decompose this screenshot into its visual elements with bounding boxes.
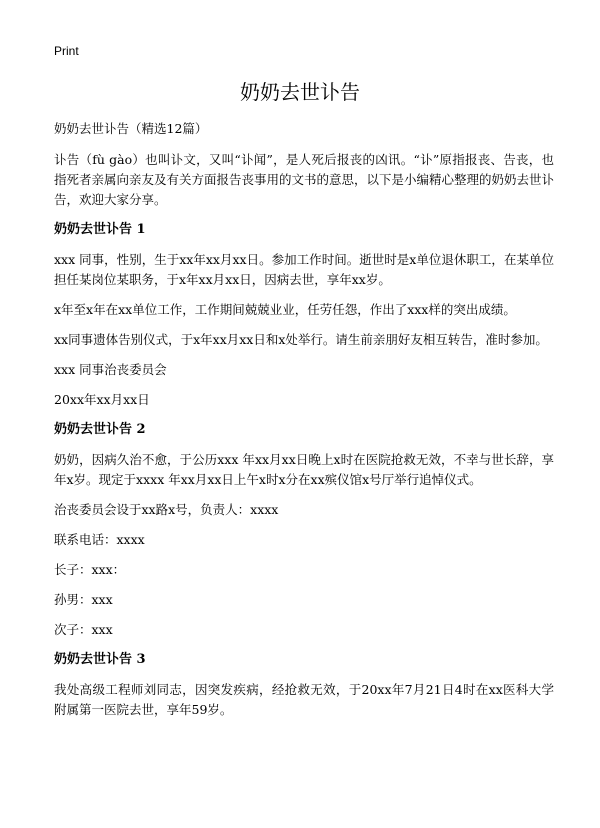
paragraph: 我处高级工程师刘同志，因突发疾病，经抢救无效，于20xx年7月21日4时在xx医科大学附属第一医院去世，享年59岁。 [54,682,554,717]
intro-paragraph: 讣告（fù gào）也叫讣文，又叫“讣闻”，是人死后报丧的凶讯。“讣”原指报丧、告丧，也指死者亲属向亲友及有关方面报告丧事用的文书的意思，以下是小编精心整理的奶奶去世讣告，欢迎大家分享。 [54,152,555,207]
page-title: 奶奶去世讣告 [240,80,360,104]
paragraph: 奶奶，因病久治不愈，于公历xxx 年xx月xx日晚上x时在医院抢救无效，不幸与世长辞，享年x岁。现定于xxxx 年xx月xx日上午x时x分在xx殡仪馆x号厅举行追悼仪式。 [54,452,554,487]
print-link[interactable]: Print [54,44,79,58]
paragraph: 次子：xxx [54,622,113,637]
paragraph: xxx 同事，性别，生于xx年xx月xx日。参加工作时间。逝世时是x单位退休职工，在某单位担任某岗位某职务，于x年xx月xx日，因病去世，享年xx岁。 [54,252,554,287]
paragraph: 治丧委员会设于xx路x号，负责人：xxxx [54,502,279,517]
paragraph: 孙男：xxx [54,592,113,607]
section-heading: 奶奶去世讣告 2 [54,422,146,437]
paragraph: 联系电话：xxxx [54,532,145,547]
document-body [54,119,554,730]
document-subtitle: 奶奶去世讣告（精选12篇） [54,121,208,136]
paragraph: 长子：xxx： [54,562,126,577]
section-heading: 奶奶去世讣告 1 [54,222,146,237]
paragraph: xx同事遗体告别仪式，于x年xx月xx日和x处举行。请生前亲朋好友相互转告，准时参加。 [54,332,548,347]
paragraph: 20xx年xx月xx日 [54,392,150,407]
section-heading: 奶奶去世讣告 3 [54,652,146,667]
paragraph: xxx 同事治丧委员会 [54,362,167,377]
paragraph: x年至x年在xx单位工作，工作期间兢兢业业，任劳任怨，作出了xxx样的突出成绩。 [54,302,516,317]
